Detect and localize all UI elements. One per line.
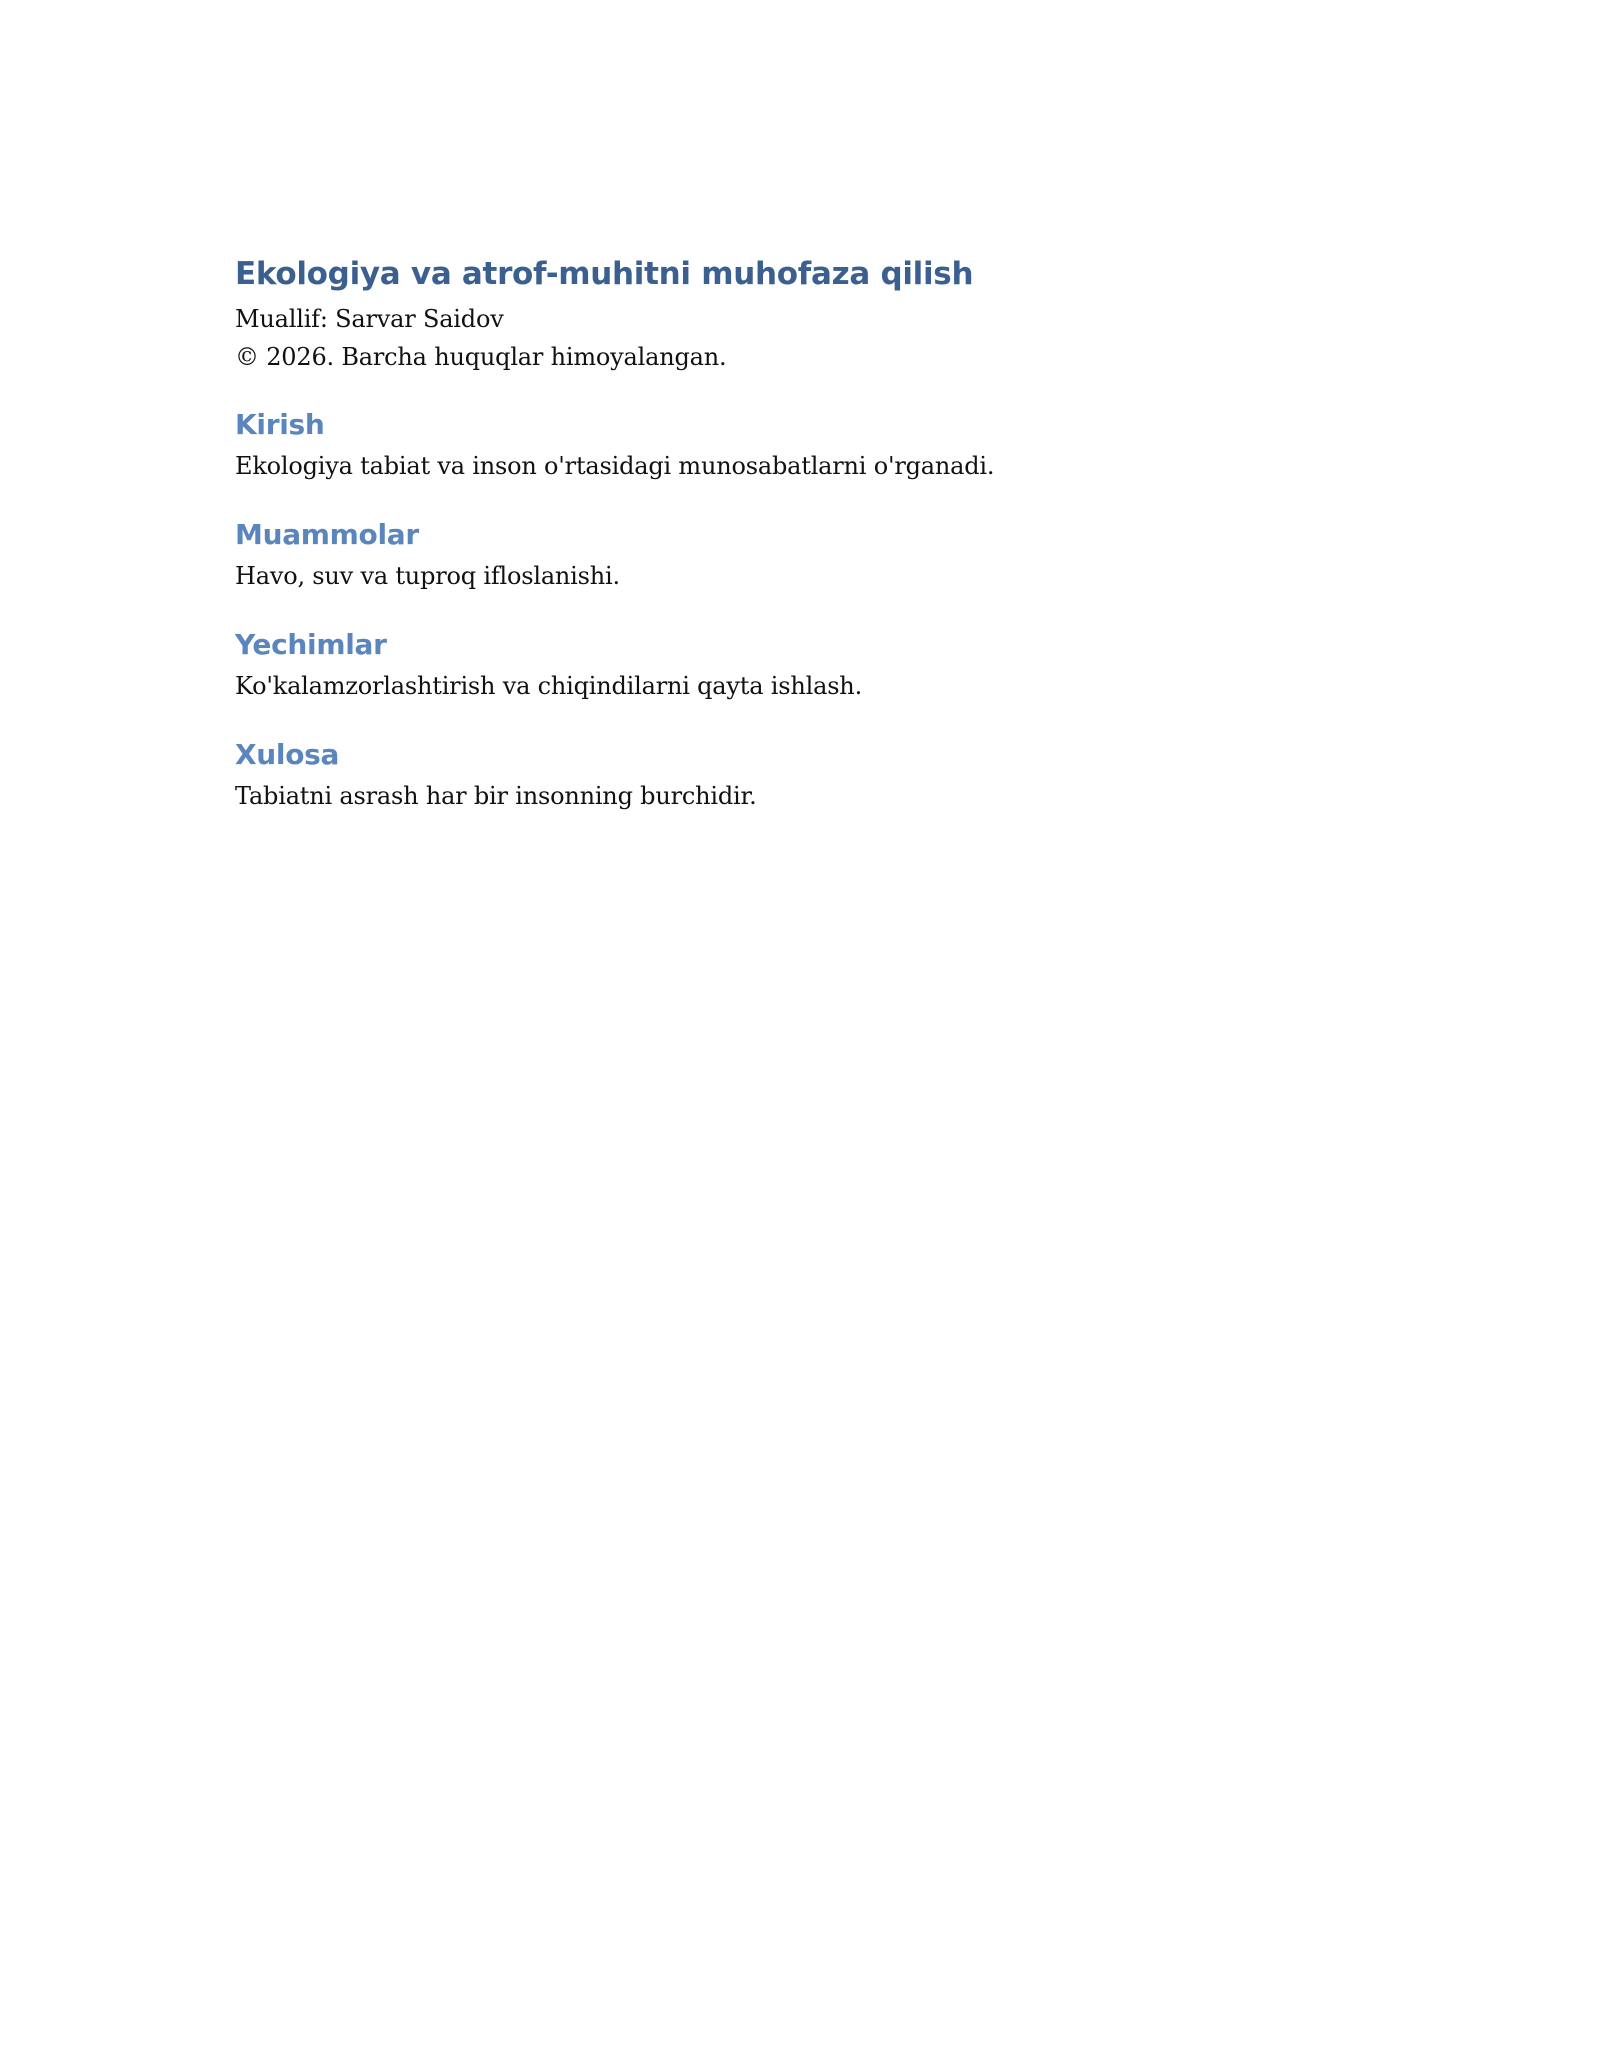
section-heading: Kirish [235, 408, 325, 441]
section-body: Ko'kalamzorlashtirish va chiqindilarni qayta ishlash. [235, 672, 862, 700]
section-xulosa [235, 734, 1365, 816]
section-body: Havo, suv va tuproq ifloslanishi. [235, 562, 620, 590]
document-meta [235, 300, 1365, 376]
section-body: Tabiatni asrash har bir insonning burchidir. [235, 782, 757, 810]
section-muammolar [235, 514, 1365, 596]
author-line: Muallif: Sarvar Saidov [235, 305, 504, 333]
section-heading: Yechimlar [235, 628, 387, 661]
document-content [235, 252, 1365, 816]
copyright-line: © 2026. Barcha huquqlar himoyalangan. [235, 343, 727, 371]
section-yechimlar [235, 624, 1365, 706]
section-heading: Muammolar [235, 518, 419, 551]
document-title: Ekologiya va atrof-muhitni muhofaza qilish [235, 256, 974, 292]
section-heading: Xulosa [235, 738, 340, 771]
section-body: Ekologiya tabiat va inson o'rtasidagi munosabatlarni o'rganadi. [235, 452, 995, 480]
section-kirish [235, 404, 1365, 486]
